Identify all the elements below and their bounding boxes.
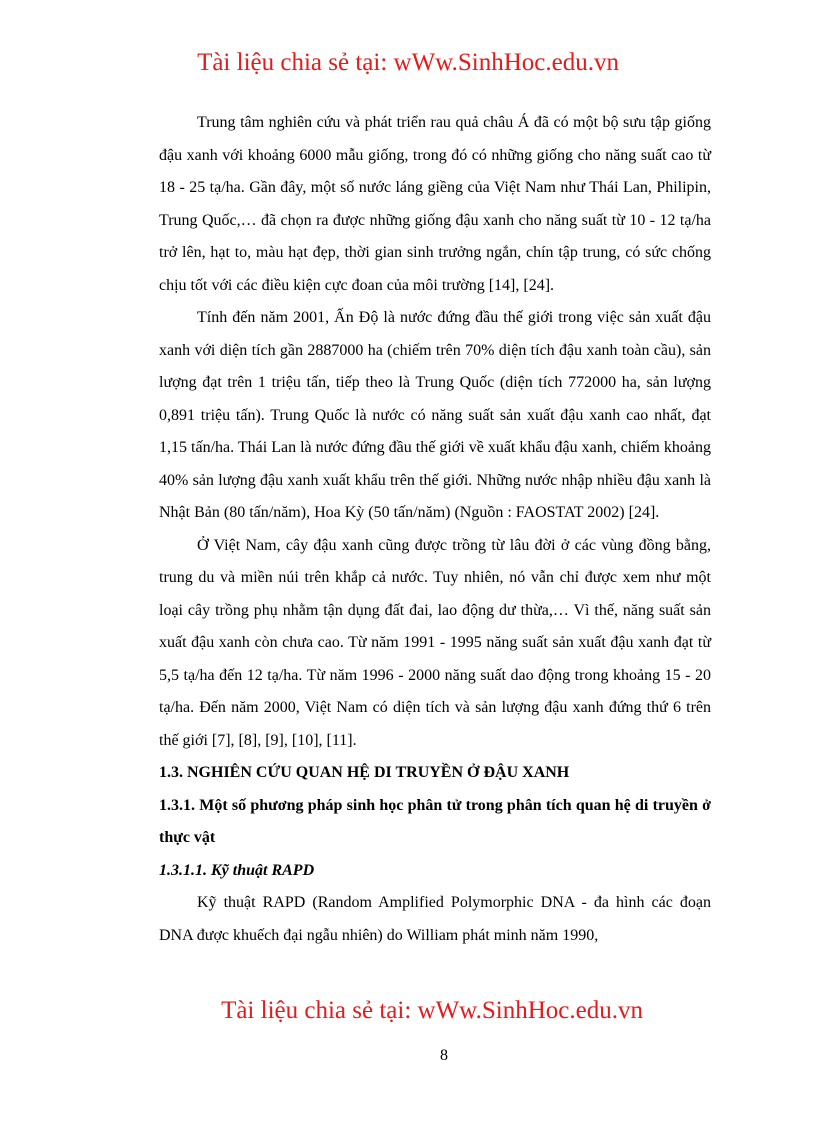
paragraph: Trung tâm nghiên cứu và phát triển rau quả châu Á đã có một bộ sưu tập giống đậu xanh với khoảng 6000 mẫu giống, trong đó có những giống cho năng suất cao từ 18 - 25 tạ/ha. Gần đây, một số nước láng giềng của Việt Nam như Thái Lan, Philipin, Trung Quốc,… đã chọn ra được những giống đậu xanh cho năng suất từ 10 - 12 tạ/ha trở lên, hạt to, màu hạt đẹp, thời gian sinh trưởng ngắn, chín tập trung, có sức chống chịu tốt với các điều kiện cực đoan của môi trường [14], [24].	[159, 114, 711, 294]
paragraph: Ở Việt Nam, cây đậu xanh cũng được trồng từ lâu đời ở các vùng đồng bằng, trung du và miền núi trên khắp cả nước. Tuy nhiên, nó vẫn chỉ được xem như một loại cây trồng phụ nhằm tận dụng đất đai, lao động dư thừa,… Vì thế, năng suất sản xuất đậu xanh còn chưa cao. Từ năm 1991 - 1995 năng suất sản xuất đậu xanh đạt từ 5,5 tạ/ha đến 12 tạ/ha. Từ năm 1996 - 2000 năng suất dao động trong khoảng 15 - 20 tạ/ha. Đến năm 2000, Việt Nam có diện tích và sản lượng đậu xanh đứng thứ 6 trên thế giới [7], [8], [9], [10], [11].	[159, 536, 711, 749]
subsection-heading: 1.3.1. Một số phương pháp sinh học phân tử trong phân tích quan hệ di truyền ở thực vật	[159, 796, 711, 846]
subsubsection-heading: 1.3.1.1. Kỹ thuật RAPD	[159, 861, 315, 879]
footer-watermark-link[interactable]: Tài liệu chia sẻ tại: wWw.SinhHoc.edu.vn	[221, 997, 643, 1024]
header-watermark-link[interactable]: Tài liệu chia sẻ tại: wWw.SinhHoc.edu.vn	[197, 49, 619, 76]
paragraph: Tính đến năm 2001, Ấn Độ là nước đứng đầu thế giới trong việc sản xuất đậu xanh với diện tích gần 2887000 ha (chiếm trên 70% diện tích đậu xanh toàn cầu), sản lượng đạt trên 1 triệu tấn, tiếp theo là Trung Quốc (diện tích 772000 ha, sản lượng 0,891 triệu tấn). Trung Quốc là nước có năng suất sản xuất đậu xanh cao nhất, đạt 1,15 tấn/ha. Thái Lan là nước đứng đầu thế giới về xuất khẩu đậu xanh, chiếm khoảng 40% sản lượng đậu xanh xuất khẩu trên thế giới. Những nước nhập nhiều đậu xanh là Nhật Bản (80 tấn/năm), Hoa Kỳ (50 tấn/năm) (Nguồn : FAOSTAT 2002) [24].	[159, 309, 711, 521]
page-number: 8	[440, 1047, 448, 1064]
paragraph: Kỹ thuật RAPD (Random Amplified Polymorphic DNA - đa hình các đoạn DNA được khuếch đại ngẫu nhiên) do William phát minh năm 1990,	[159, 894, 711, 944]
body-text	[159, 107, 711, 952]
section-heading: 1.3. NGHIÊN CỨU QUAN HỆ DI TRUYỀN Ở ĐẬU XANH	[159, 764, 570, 781]
